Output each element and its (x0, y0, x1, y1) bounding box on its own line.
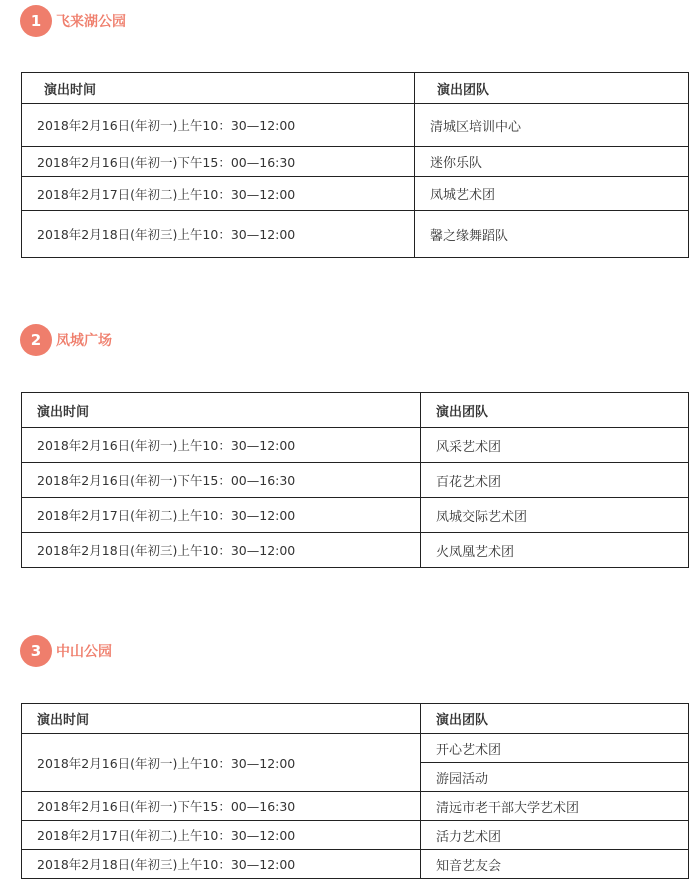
table-row (22, 177, 689, 211)
performance-team: 百花艺术团 (421, 463, 689, 498)
performance-time: 2018年2月16日(年初一)上午10：30—12:00 (22, 428, 421, 463)
performance-team: 游园活动 (421, 763, 689, 792)
schedule-table-1 (21, 72, 689, 258)
performance-time: 2018年2月16日(年初一)上午10：30—12:00 (22, 104, 415, 147)
header-team: 演出团队 (421, 704, 689, 734)
table-row (22, 147, 689, 177)
schedule-table-2 (21, 392, 689, 568)
performance-time: 2018年2月17日(年初二)上午10：30—12:00 (22, 498, 421, 533)
table-row (22, 211, 689, 258)
table-row (22, 792, 689, 821)
header-time: 演出时间 (22, 73, 415, 104)
performance-team: 清城区培训中心 (415, 104, 689, 147)
table-row (22, 428, 689, 463)
performance-team: 风采艺术团 (421, 428, 689, 463)
section-title: 中山公园 (56, 644, 112, 660)
header-time: 演出时间 (22, 393, 421, 428)
section-header-2 (20, 324, 112, 356)
performance-team: 火凤凰艺术团 (421, 533, 689, 568)
table-header-row (22, 393, 689, 428)
performance-team: 知音艺友会 (421, 850, 689, 879)
section-title: 飞来湖公园 (56, 14, 126, 30)
performance-team: 开心艺术团 (421, 734, 689, 763)
performance-time: 2018年2月16日(年初一)下午15：00—16:30 (22, 463, 421, 498)
table-row (22, 463, 689, 498)
performance-time: 2018年2月18日(年初三)上午10：30—12:00 (22, 850, 421, 879)
performance-time: 2018年2月17日(年初二)上午10：30—12:00 (22, 177, 415, 211)
section-header-1 (20, 5, 126, 37)
section-header-3 (20, 635, 112, 667)
table-row (22, 104, 689, 147)
performance-team: 活力艺术团 (421, 821, 689, 850)
performance-time: 2018年2月18日(年初三)上午10：30—12:00 (22, 211, 415, 258)
header-team: 演出团队 (415, 73, 689, 104)
header-time: 演出时间 (22, 704, 421, 734)
schedule-table-3 (21, 703, 689, 879)
table-row (22, 498, 689, 533)
table-row (22, 850, 689, 879)
performance-team: 迷你乐队 (415, 147, 689, 177)
section-number-badge: 2 (20, 324, 52, 356)
table-row (22, 734, 689, 763)
table-row (22, 821, 689, 850)
header-team: 演出团队 (421, 393, 689, 428)
performance-team: 凤城艺术团 (415, 177, 689, 211)
performance-time: 2018年2月18日(年初三)上午10：30—12:00 (22, 533, 421, 568)
section-number-badge: 1 (20, 5, 52, 37)
performance-team: 馨之缘舞蹈队 (415, 211, 689, 258)
section-number-badge: 3 (20, 635, 52, 667)
performance-team: 凤城交际艺术团 (421, 498, 689, 533)
performance-time: 2018年2月16日(年初一)下午15：00—16:30 (22, 147, 415, 177)
section-title: 凤城广场 (56, 333, 112, 349)
performance-time: 2018年2月17日(年初二)上午10：30—12:00 (22, 821, 421, 850)
performance-time: 2018年2月16日(年初一)上午10：30—12:00 (22, 734, 421, 792)
table-header-row (22, 704, 689, 734)
table-header-row (22, 73, 689, 104)
table-row (22, 533, 689, 568)
performance-time: 2018年2月16日(年初一)下午15：00—16:30 (22, 792, 421, 821)
performance-team: 清远市老干部大学艺术团 (421, 792, 689, 821)
